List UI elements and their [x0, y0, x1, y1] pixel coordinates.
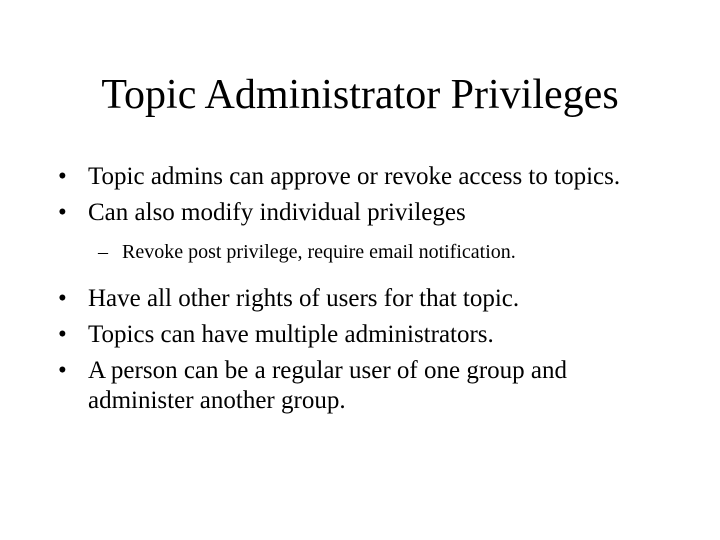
list-item: [58, 162, 658, 192]
list-item-text: Topics can have multiple administrators.: [88, 321, 494, 348]
list-item-text: A person can be a regular user of one group and administer another group.: [88, 357, 567, 414]
sub-list-item-text: Revoke post privilege, require email notification.: [122, 241, 516, 263]
slide-title: Topic Administrator Privileges: [101, 72, 619, 118]
bullet-marker: •: [58, 357, 67, 384]
sub-bullet-marker: –: [98, 241, 108, 263]
list-item: [58, 320, 658, 350]
list-item-text: Can also modify individual privileges: [88, 199, 466, 226]
bullet-marker: •: [58, 321, 67, 348]
bullet-list: [58, 162, 658, 416]
bullet-marker: •: [58, 163, 67, 190]
list-item: [58, 284, 658, 314]
list-item-text: Have all other rights of users for that topic.: [88, 285, 520, 312]
list-item-text: Topic admins can approve or revoke access to topics.: [88, 163, 621, 190]
bullet-marker: •: [58, 285, 67, 312]
list-item: [58, 198, 658, 228]
sub-list-item: [58, 240, 658, 264]
bullet-marker: •: [58, 199, 67, 226]
list-item: [58, 356, 658, 416]
